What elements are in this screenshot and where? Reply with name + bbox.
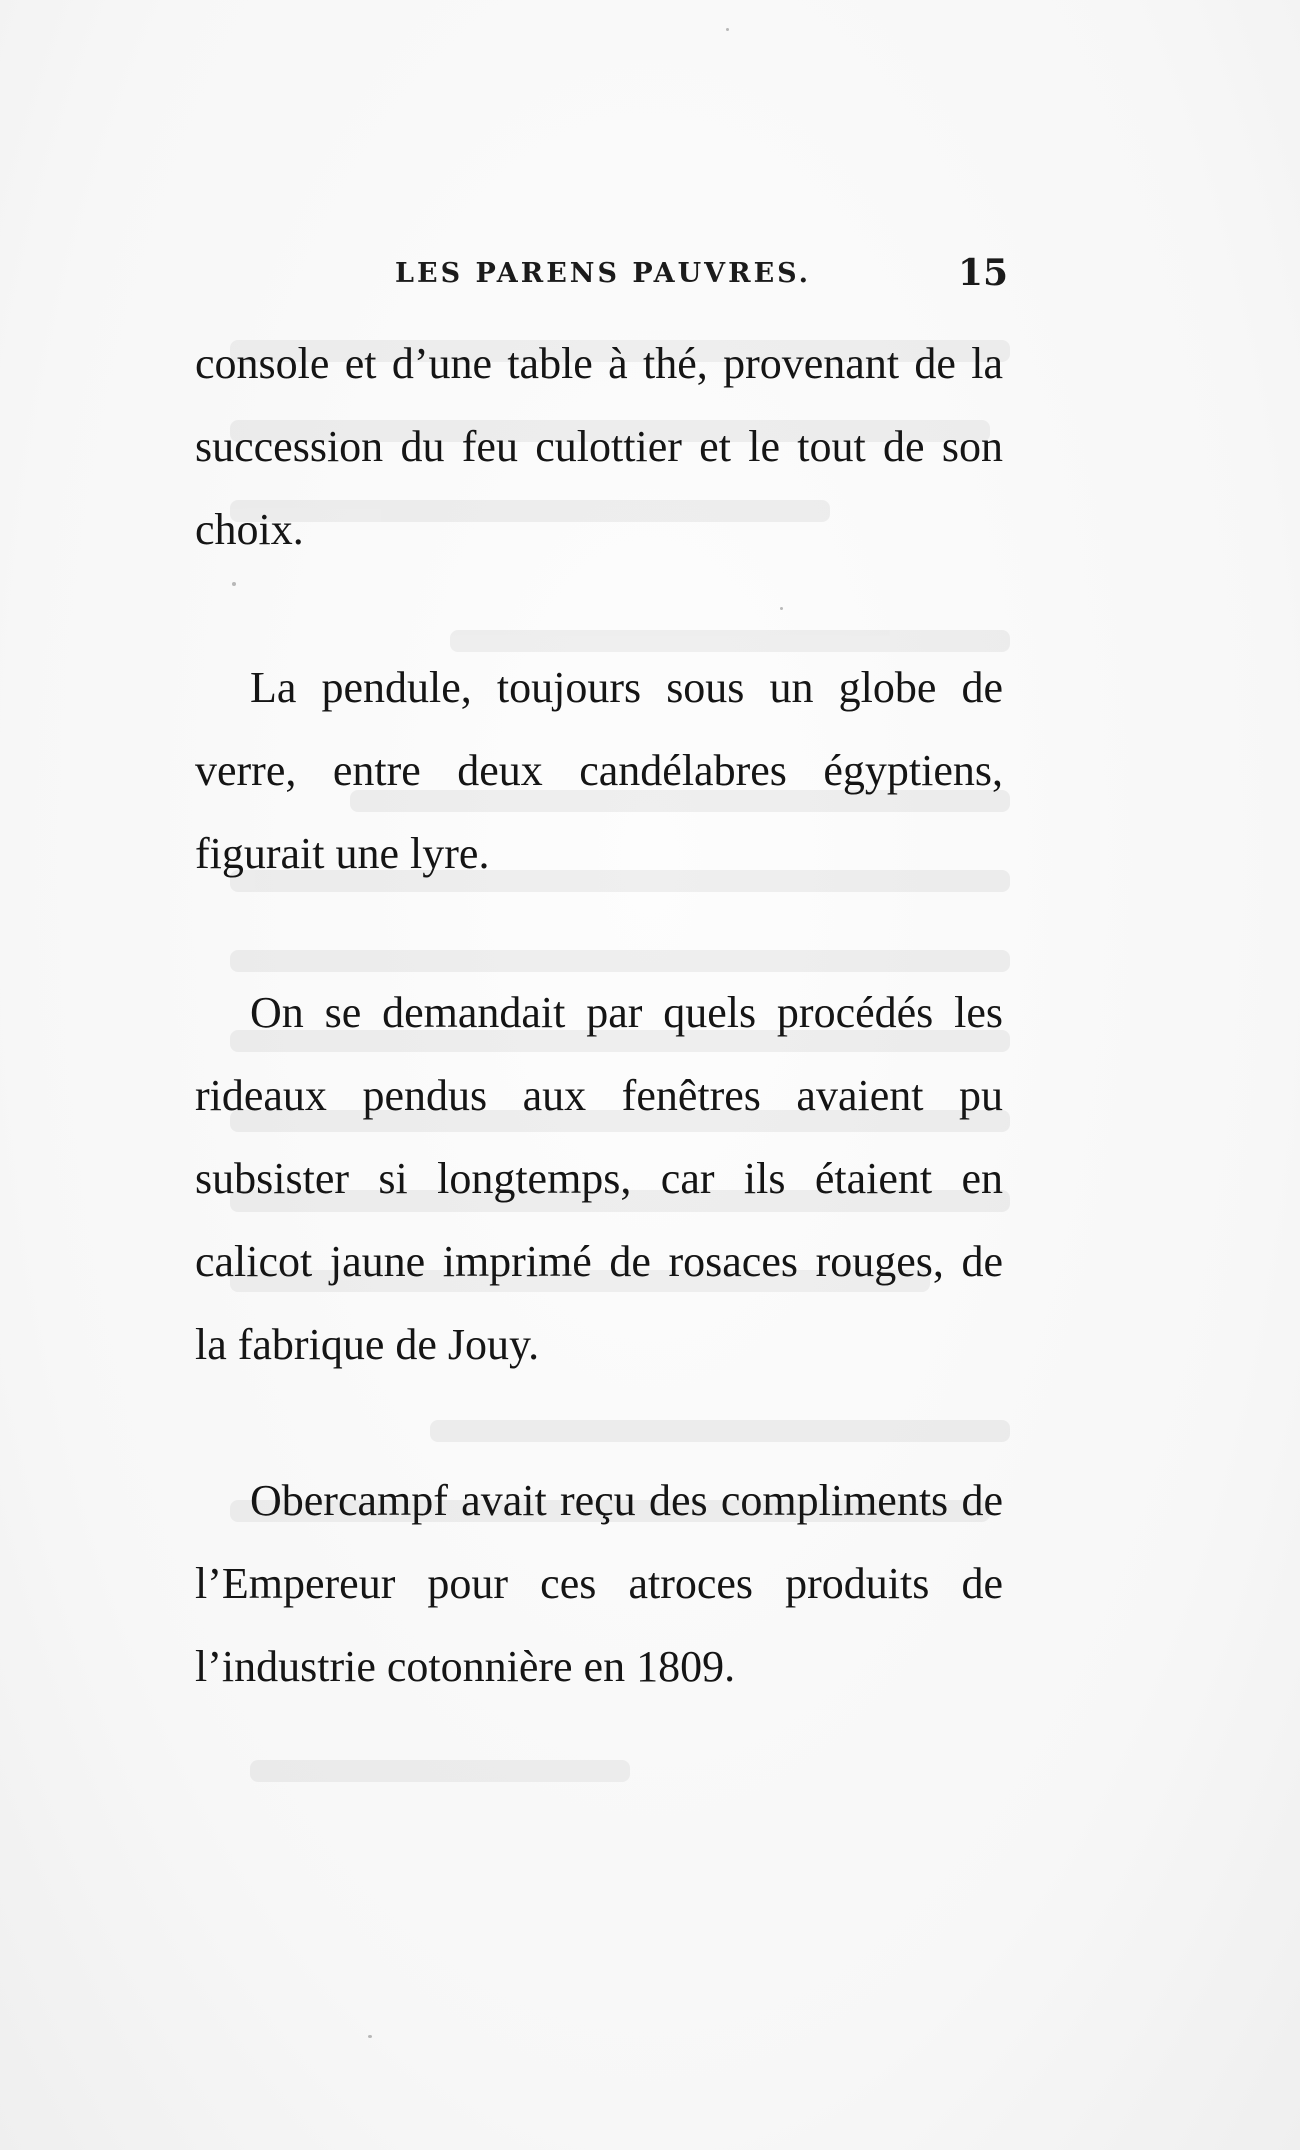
running-title: LES PARENS PAUVRES. (395, 258, 812, 289)
paper-speck (232, 582, 236, 586)
paragraph-4: Obercampf avait reçu des compliments de l’Empereur pour ces atroces produits de l’industrie cotonnière en 1809. (195, 1476, 1003, 1691)
paragraph-2: La pendule, toujours sous un globe de verre, entre deux candélabres égyptiens, figurait une lyre. (195, 663, 1003, 878)
paper-speck (726, 28, 729, 31)
paragraph-1: console et d’une table à thé, provenant de la succession du feu culottier et le tout de son choix. (195, 339, 1003, 554)
paper-speck (780, 607, 783, 610)
paragraph-3: On se demandait par quels procédés les rideaux pendus aux fenêtres avaient pu subsister si longtemps, car ils étaient en calicot jaune imprimé de rosaces rouges, de la fabrique de Jouy. (195, 988, 1003, 1369)
page-number: 15 (958, 252, 1009, 294)
paper-speck (368, 2035, 372, 2038)
